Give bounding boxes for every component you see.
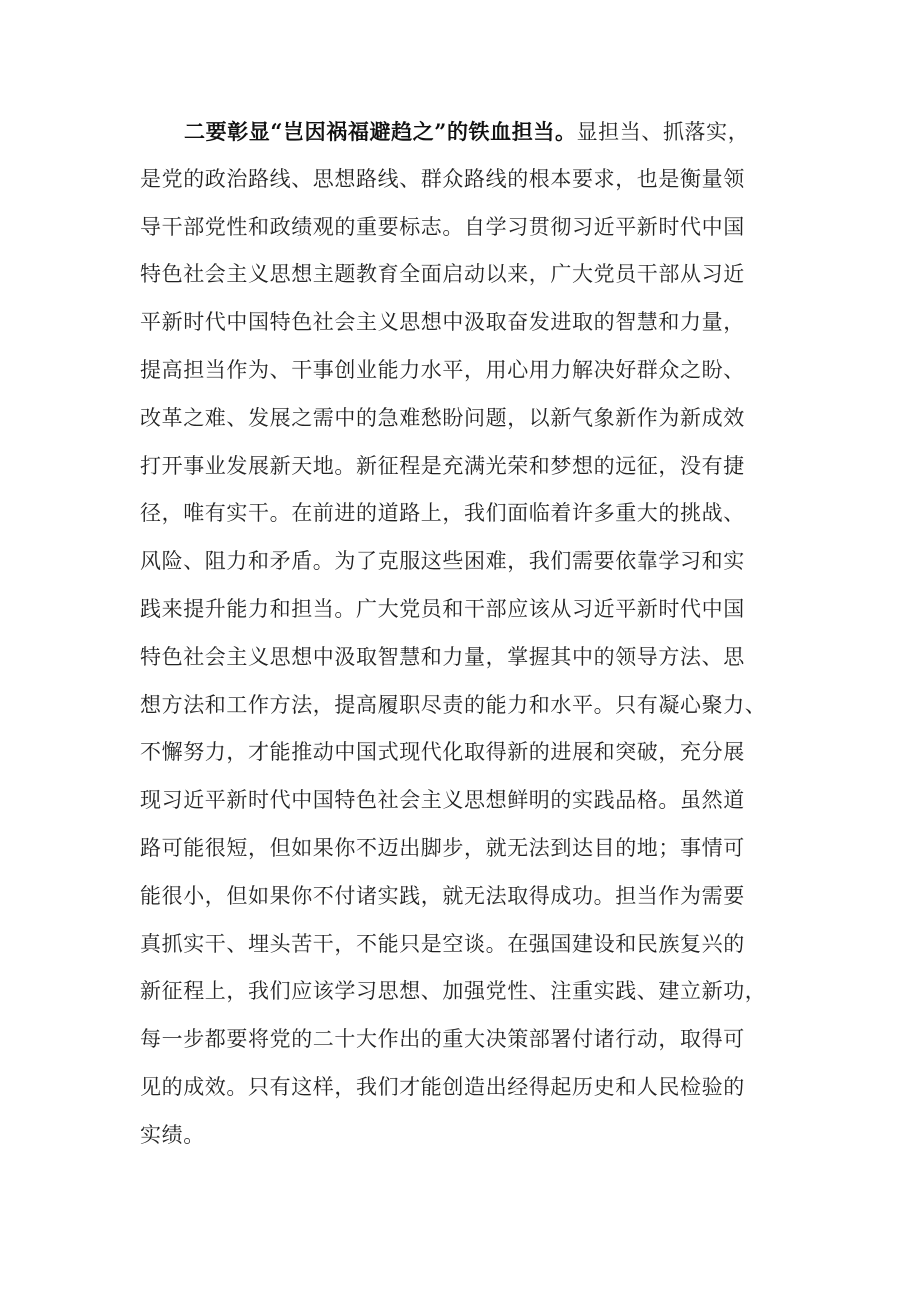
text-line: 路可能很短，但如果你不迈出脚步，就无法到达目的地；事情可 xyxy=(140,835,745,860)
text-line: 导干部党性和政绩观的重要标志。自学习贯彻习近平新时代中国 xyxy=(140,214,745,239)
body-paragraph xyxy=(140,108,810,1160)
text-line: 平新时代中国特色社会主义思想中汲取奋发进取的智慧和力量， xyxy=(140,310,745,335)
text-line: 每一步都要将党的二十大作出的重大决策部署付诸行动，取得可 xyxy=(140,1027,745,1052)
text-line: 特色社会主义思想中汲取智慧和力量，掌握其中的领导方法、思 xyxy=(140,644,745,669)
text-line: 实绩。 xyxy=(140,1122,205,1147)
text-line: 见的成效。只有这样，我们才能创造出经得起历史和人民检验的 xyxy=(140,1074,745,1099)
paragraph-first-line xyxy=(140,108,810,156)
text-line: 是党的政治路线、思想路线、群众路线的根本要求，也是衡量领 xyxy=(140,166,745,191)
paragraph-heading: 二要彰显“岂因祸福避趋之”的铁血担当。 xyxy=(184,119,577,144)
text-line: 现习近平新时代中国特色社会主义思想鲜明的实践品格。虽然道 xyxy=(140,788,745,813)
text-line: 提高担当作为、干事创业能力水平，用心用力解决好群众之盼、 xyxy=(140,357,745,382)
text-line: 风险、阻力和矛盾。为了克服这些困难，我们需要依靠学习和实 xyxy=(140,549,745,574)
text-line: 想方法和工作方法，提高履职尽责的能力和水平。只有凝心聚力、 xyxy=(140,692,767,717)
text-line: 径，唯有实干。在前进的道路上，我们面临着许多重大的挑战、 xyxy=(140,501,745,526)
text-line: 践来提升能力和担当。广大党员和干部应该从习近平新时代中国 xyxy=(140,596,745,621)
text-line: 新征程上，我们应该学习思想、加强党性、注重实践、建立新功， xyxy=(140,979,767,1004)
first-line-text: 显担当、抓落实， xyxy=(576,120,750,144)
text-line: 改革之难、发展之需中的急难愁盼问题，以新气象新作为新成效 xyxy=(140,405,745,430)
text-line: 打开事业发展新天地。新征程是充满光荣和梦想的远征，没有捷 xyxy=(140,453,745,478)
text-line: 特色社会主义思想主题教育全面启动以来，广大党员干部从习近 xyxy=(140,262,745,287)
text-line: 不懈努力，才能推动中国式现代化取得新的进展和突破，充分展 xyxy=(140,740,745,765)
text-line: 真抓实干、埋头苦干，不能只是空谈。在强国建设和民族复兴的 xyxy=(140,931,745,956)
text-line: 能很小，但如果你不付诸实践，就无法取得成功。担当作为需要 xyxy=(140,883,745,908)
